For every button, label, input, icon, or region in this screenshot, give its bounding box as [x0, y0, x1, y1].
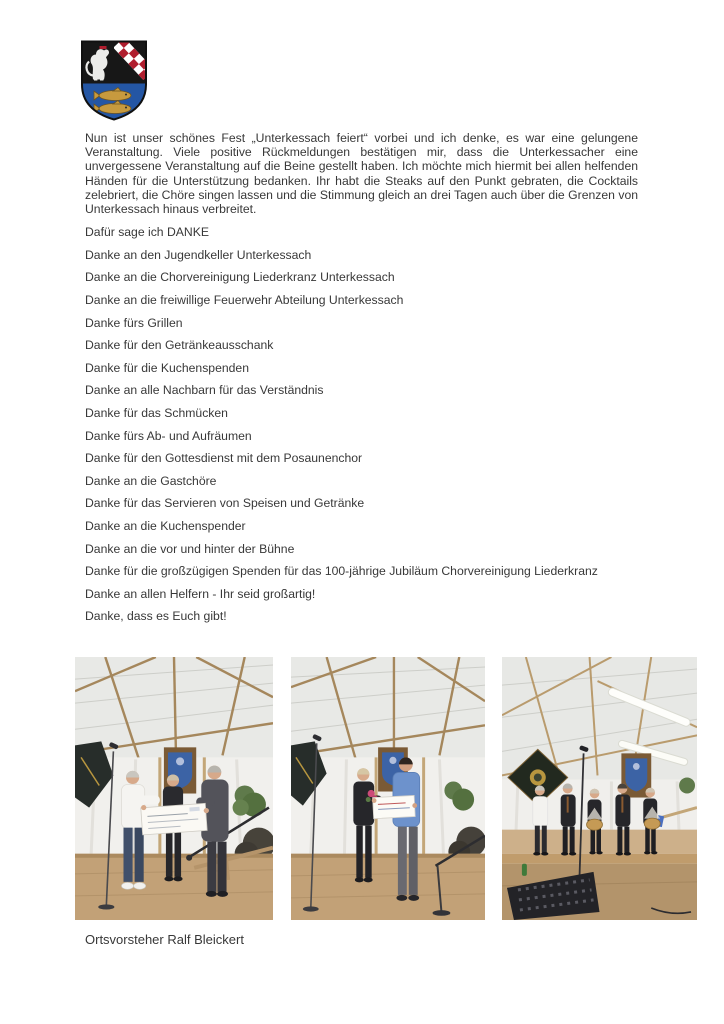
festival-photo-check-presentation: [75, 657, 273, 920]
thanks-line: Danke, dass es Euch gibt!: [85, 609, 227, 624]
thanks-line: Danke für die Kuchenspenden: [85, 360, 249, 375]
coat-of-arms-icon: [78, 38, 150, 123]
letter-body: [85, 131, 638, 633]
thanks-line: Danke für die großzügigen Spenden für das 100-jährige Jubiläum Chorvereinigung Liederkranz: [85, 564, 598, 579]
thanks-line: Danke an die freiwillige Feuerwehr Abteilung Unterkessach: [85, 293, 404, 307]
thanks-line: Danke an die vor und hinter der Bühne: [85, 541, 295, 556]
thanks-line: Danke für das Schmücken: [85, 405, 228, 420]
thanks-list: [85, 226, 638, 623]
photo-2-illustration: [291, 657, 485, 920]
thanks-line: Danke fürs Ab- und Aufräumen: [85, 428, 252, 443]
thanks-line: Danke an allen Helfern - Ihr seid großartig!: [85, 586, 316, 601]
intro-paragraph: Nun ist unser schönes Fest „Unterkessach feiert“ vorbei und ich denke, es war eine gelungene Veranstaltung. Viele positive Rückmeldungen bestätigen mir, dass die Unterkessacher eine unvergessene Veranstaltung auf die Beine gestellt haben. Ich möchte mich hiermit bei allen helfenden Händen für die Unterstützung bedanken. Ihr habt die Steaks auf den Punkt gebraten, die Cocktails zelebriert, die Chöre singen lassen und die Stimmung gleich an drei Tagen auch über die Grenzen von Unterkessach hinaus verbreitet.: [85, 131, 638, 217]
photo-1-illustration: [75, 657, 273, 920]
thanks-line: Danke für den Getränkeausschank: [85, 338, 274, 353]
coat-of-arms: [78, 38, 150, 123]
photo-row: [75, 657, 697, 920]
thanks-intro-line: Dafür sage ich DANKE: [85, 225, 209, 240]
thanks-line: Danke an die Gastchöre: [85, 473, 217, 488]
thanks-line: Danke an alle Nachbarn für das Verständnis: [85, 383, 324, 398]
thanks-line: Danke an die Chorvereinigung Liederkranz Unterkessach: [85, 270, 395, 285]
festival-photo-certificate: [291, 657, 485, 920]
photo-3-illustration: [502, 657, 697, 920]
signature-line: Ortsvorsteher Ralf Bleickert: [85, 932, 244, 947]
thanks-line: Danke an den Jugendkeller Unterkessach: [85, 247, 312, 262]
thanks-line: Danke für das Servieren von Speisen und Getränke: [85, 496, 365, 511]
thanks-line: Danke an die Kuchenspender: [85, 518, 246, 533]
thanks-line: Danke fürs Grillen: [85, 315, 183, 330]
festival-photo-group-baskets: [502, 657, 697, 920]
thanks-line: Danke für den Gottesdienst mit dem Posaunenchor: [85, 451, 363, 466]
